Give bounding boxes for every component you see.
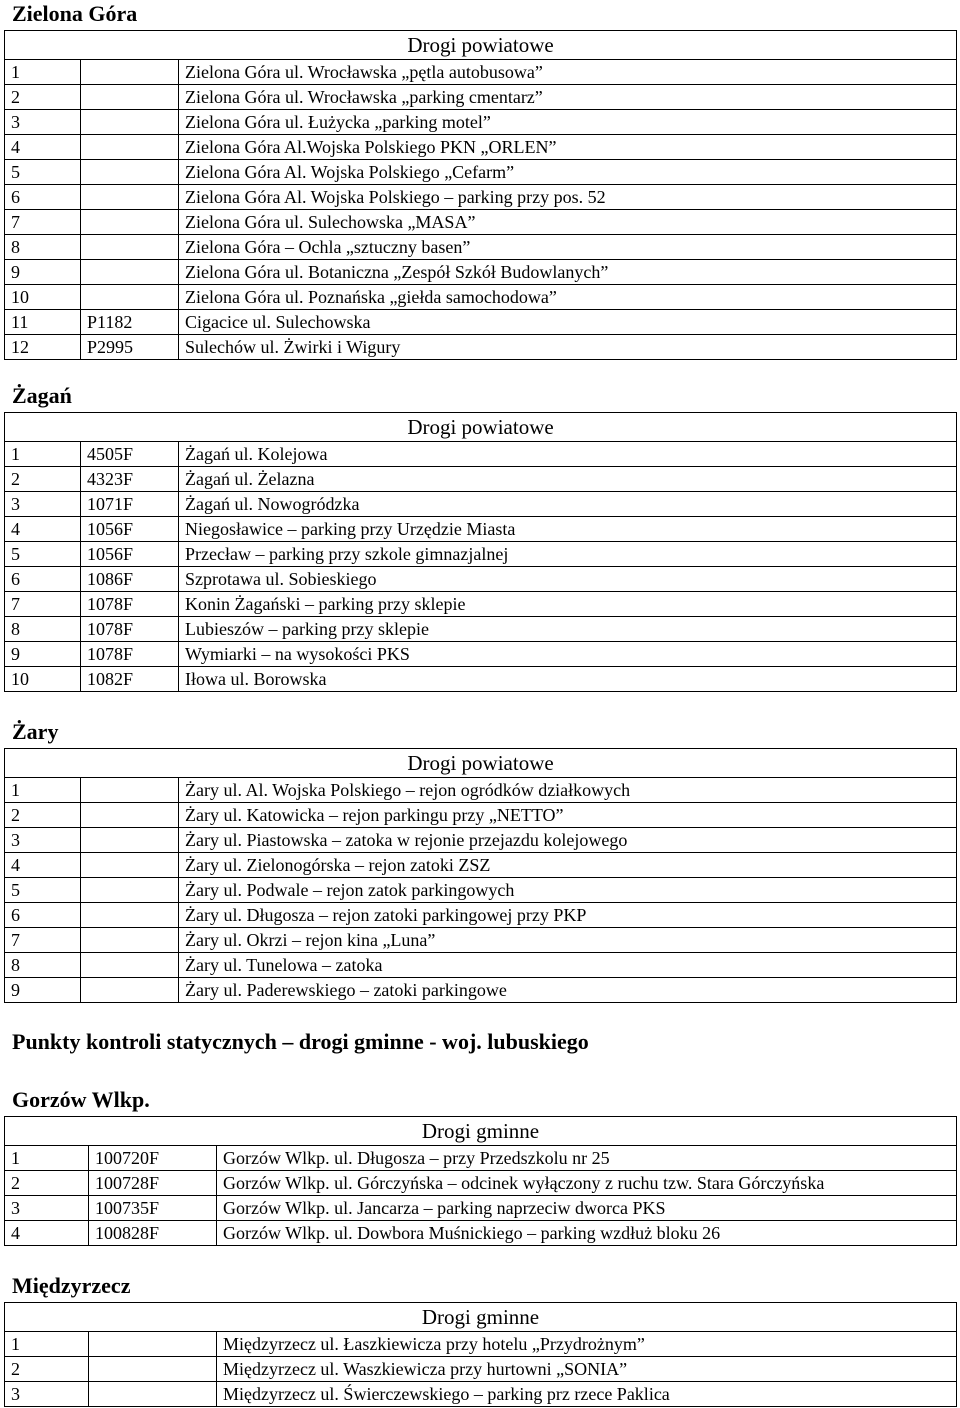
table-row: [5, 135, 957, 160]
table-header: Drogi powiatowe: [5, 749, 957, 778]
table-row: [5, 1357, 957, 1382]
location: Zielona Góra Al.Wojska Polskiego PKN „ORLEN”: [179, 135, 957, 160]
location: Konin Żagański – parking przy sklepie: [179, 592, 957, 617]
table-row: [5, 567, 957, 592]
road-code: [81, 878, 179, 903]
road-code: [81, 210, 179, 235]
table-row: [5, 953, 957, 978]
row-number: 12: [5, 335, 81, 360]
table-row: [5, 853, 957, 878]
road-code: 4323F: [81, 467, 179, 492]
road-code: 1078F: [81, 617, 179, 642]
location: Gorzów Wlkp. ul. Długosza – przy Przedszkolu nr 25: [217, 1146, 957, 1171]
row-number: 7: [5, 210, 81, 235]
location: Przecław – parking przy szkole gimnazjalnej: [179, 542, 957, 567]
road-code: [89, 1382, 217, 1407]
location: Żary ul. Paderewskiego – zatoki parkingowe: [179, 978, 957, 1003]
table-row: [5, 185, 957, 210]
road-code: [81, 160, 179, 185]
location: Gorzów Wlkp. ul. Dowbora Muśnickiego – parking wzdłuż bloku 26: [217, 1221, 957, 1246]
row-number: 10: [5, 667, 81, 692]
table-row: [5, 778, 957, 803]
road-code: [81, 778, 179, 803]
location: Żary ul. Tunelowa – zatoka: [179, 953, 957, 978]
table-zagan: [4, 412, 957, 692]
table-row: [5, 617, 957, 642]
table-row: [5, 803, 957, 828]
section-title-zagan: Żagań: [12, 383, 72, 408]
row-number: 5: [5, 878, 81, 903]
section-title-zary: Żary: [12, 719, 59, 744]
table-row: [5, 1171, 957, 1196]
row-number: 9: [5, 642, 81, 667]
road-code: 100720F: [89, 1146, 217, 1171]
road-code: 1078F: [81, 592, 179, 617]
table-row: [5, 878, 957, 903]
road-code: [81, 235, 179, 260]
table-row: [5, 1146, 957, 1171]
row-number: 11: [5, 310, 81, 335]
road-code: [81, 85, 179, 110]
road-code: 1078F: [81, 642, 179, 667]
location: Szprotawa ul. Sobieskiego: [179, 567, 957, 592]
road-code: 100828F: [89, 1221, 217, 1246]
location: Żary ul. Katowicka – rejon parkingu przy „NETTO”: [179, 803, 957, 828]
location: Zielona Góra ul. Poznańska „giełda samochodowa”: [179, 285, 957, 310]
road-code: 4505F: [81, 442, 179, 467]
gminne-heading: Punkty kontroli statycznych – drogi gminne - woj. lubuskiego: [12, 1029, 589, 1054]
road-code: [81, 285, 179, 310]
table-header: Drogi gminne: [5, 1117, 957, 1146]
table-row: [5, 335, 957, 360]
road-code: [89, 1357, 217, 1382]
location: Żary ul. Piastowska – zatoka w rejonie przejazdu kolejowego: [179, 828, 957, 853]
table-row: [5, 60, 957, 85]
table-row: [5, 235, 957, 260]
road-code: [81, 928, 179, 953]
location: Niegosławice – parking przy Urzędzie Miasta: [179, 517, 957, 542]
location: Zielona Góra Al. Wojska Polskiego „Cefarm”: [179, 160, 957, 185]
section-title-miedzyrzecz: Międzyrzecz: [12, 1273, 131, 1298]
row-number: 7: [5, 592, 81, 617]
row-number: 1: [5, 442, 81, 467]
table-header: Drogi powiatowe: [5, 413, 957, 442]
table-row: [5, 928, 957, 953]
table-header-row: [5, 31, 957, 60]
road-code: [81, 60, 179, 85]
location: Międzyrzecz ul. Świerczewskiego – parking prz rzece Paklica: [217, 1382, 957, 1407]
location: Zielona Góra – Ochla „sztuczny basen”: [179, 235, 957, 260]
road-code: P1182: [81, 310, 179, 335]
row-number: 10: [5, 285, 81, 310]
table-gorzow: [4, 1116, 957, 1246]
location: Zielona Góra ul. Sulechowska „MASA”: [179, 210, 957, 235]
table-row: [5, 828, 957, 853]
row-number: 8: [5, 953, 81, 978]
table-row: [5, 1221, 957, 1246]
row-number: 5: [5, 160, 81, 185]
location: Żary ul. Okrzi – rejon kina „Luna”: [179, 928, 957, 953]
road-code: 100728F: [89, 1171, 217, 1196]
location: Zielona Góra ul. Łużycka „parking motel”: [179, 110, 957, 135]
section-title-zielona-gora: Zielona Góra: [12, 1, 138, 26]
row-number: 6: [5, 903, 81, 928]
row-number: 2: [5, 1171, 89, 1196]
table-row: [5, 517, 957, 542]
table-row: [5, 542, 957, 567]
table-header-row: [5, 749, 957, 778]
table-row: [5, 110, 957, 135]
road-code: [89, 1332, 217, 1357]
road-code: [81, 110, 179, 135]
table-header-row: [5, 413, 957, 442]
road-code: [81, 260, 179, 285]
location: Gorzów Wlkp. ul. Jancarza – parking naprzeciw dworca PKS: [217, 1196, 957, 1221]
table-row: [5, 160, 957, 185]
row-number: 4: [5, 1221, 89, 1246]
road-code: [81, 853, 179, 878]
table-row: [5, 285, 957, 310]
road-code: [81, 828, 179, 853]
row-number: 4: [5, 853, 81, 878]
row-number: 1: [5, 60, 81, 85]
location: Iłowa ul. Borowska: [179, 667, 957, 692]
road-code: [81, 903, 179, 928]
table-row: [5, 978, 957, 1003]
location: Cigacice ul. Sulechowska: [179, 310, 957, 335]
road-code: 1086F: [81, 567, 179, 592]
location: Żary ul. Al. Wojska Polskiego – rejon ogródków działkowych: [179, 778, 957, 803]
road-code: 1071F: [81, 492, 179, 517]
row-number: 1: [5, 1332, 89, 1357]
location: Lubieszów – parking przy sklepie: [179, 617, 957, 642]
road-code: [81, 135, 179, 160]
road-code: [81, 185, 179, 210]
row-number: 3: [5, 828, 81, 853]
row-number: 2: [5, 85, 81, 110]
road-code: 100735F: [89, 1196, 217, 1221]
row-number: 3: [5, 110, 81, 135]
row-number: 6: [5, 567, 81, 592]
road-code: P2995: [81, 335, 179, 360]
row-number: 8: [5, 235, 81, 260]
row-number: 4: [5, 517, 81, 542]
row-number: 2: [5, 1357, 89, 1382]
row-number: 1: [5, 778, 81, 803]
table-row: [5, 642, 957, 667]
location: Żary ul. Podwale – rejon zatok parkingowych: [179, 878, 957, 903]
row-number: 7: [5, 928, 81, 953]
table-row: [5, 492, 957, 517]
row-number: 8: [5, 617, 81, 642]
row-number: 9: [5, 260, 81, 285]
table-row: [5, 667, 957, 692]
table-zary: [4, 748, 957, 1003]
row-number: 4: [5, 135, 81, 160]
row-number: 3: [5, 1196, 89, 1221]
table-row: [5, 467, 957, 492]
table-zielona-gora: [4, 30, 957, 360]
location: Zielona Góra Al. Wojska Polskiego – parking przy pos. 52: [179, 185, 957, 210]
table-header: Drogi gminne: [5, 1303, 957, 1332]
table-header: Drogi powiatowe: [5, 31, 957, 60]
location: Zielona Góra ul. Wrocławska „pętla autobusowa”: [179, 60, 957, 85]
table-row: [5, 310, 957, 335]
table-row: [5, 1382, 957, 1407]
location: Zielona Góra ul. Botaniczna „Zespół Szkół Budowlanych”: [179, 260, 957, 285]
table-row: [5, 442, 957, 467]
table-row: [5, 260, 957, 285]
table-row: [5, 592, 957, 617]
section-title-gorzow: Gorzów Wlkp.: [12, 1087, 150, 1112]
location: Żagań ul. Kolejowa: [179, 442, 957, 467]
row-number: 3: [5, 492, 81, 517]
location: Żary ul. Długosza – rejon zatoki parkingowej przy PKP: [179, 903, 957, 928]
location: Żary ul. Zielonogórska – rejon zatoki ZSZ: [179, 853, 957, 878]
table-row: [5, 1332, 957, 1357]
location: Wymiarki – na wysokości PKS: [179, 642, 957, 667]
row-number: 9: [5, 978, 81, 1003]
row-number: 3: [5, 1382, 89, 1407]
road-code: 1056F: [81, 542, 179, 567]
road-code: [81, 803, 179, 828]
row-number: 5: [5, 542, 81, 567]
table-row: [5, 1196, 957, 1221]
road-code: 1056F: [81, 517, 179, 542]
road-code: [81, 978, 179, 1003]
location: Sulechów ul. Żwirki i Wigury: [179, 335, 957, 360]
table-header-row: [5, 1117, 957, 1146]
location: Żagań ul. Żelazna: [179, 467, 957, 492]
location: Międzyrzecz ul. Waszkiewicza przy hurtowni „SONIA”: [217, 1357, 957, 1382]
location: Żagań ul. Nowogródzka: [179, 492, 957, 517]
row-number: 2: [5, 467, 81, 492]
location: Zielona Góra ul. Wrocławska „parking cmentarz”: [179, 85, 957, 110]
table-miedzyrzecz: [4, 1302, 957, 1407]
row-number: 2: [5, 803, 81, 828]
location: Międzyrzecz ul. Łaszkiewicza przy hotelu „Przydrożnym”: [217, 1332, 957, 1357]
road-code: [81, 953, 179, 978]
table-row: [5, 903, 957, 928]
row-number: 6: [5, 185, 81, 210]
table-row: [5, 85, 957, 110]
table-header-row: [5, 1303, 957, 1332]
table-row: [5, 210, 957, 235]
row-number: 1: [5, 1146, 89, 1171]
road-code: 1082F: [81, 667, 179, 692]
location: Gorzów Wlkp. ul. Górczyńska – odcinek wyłączony z ruchu tzw. Stara Górczyńska: [217, 1171, 957, 1196]
